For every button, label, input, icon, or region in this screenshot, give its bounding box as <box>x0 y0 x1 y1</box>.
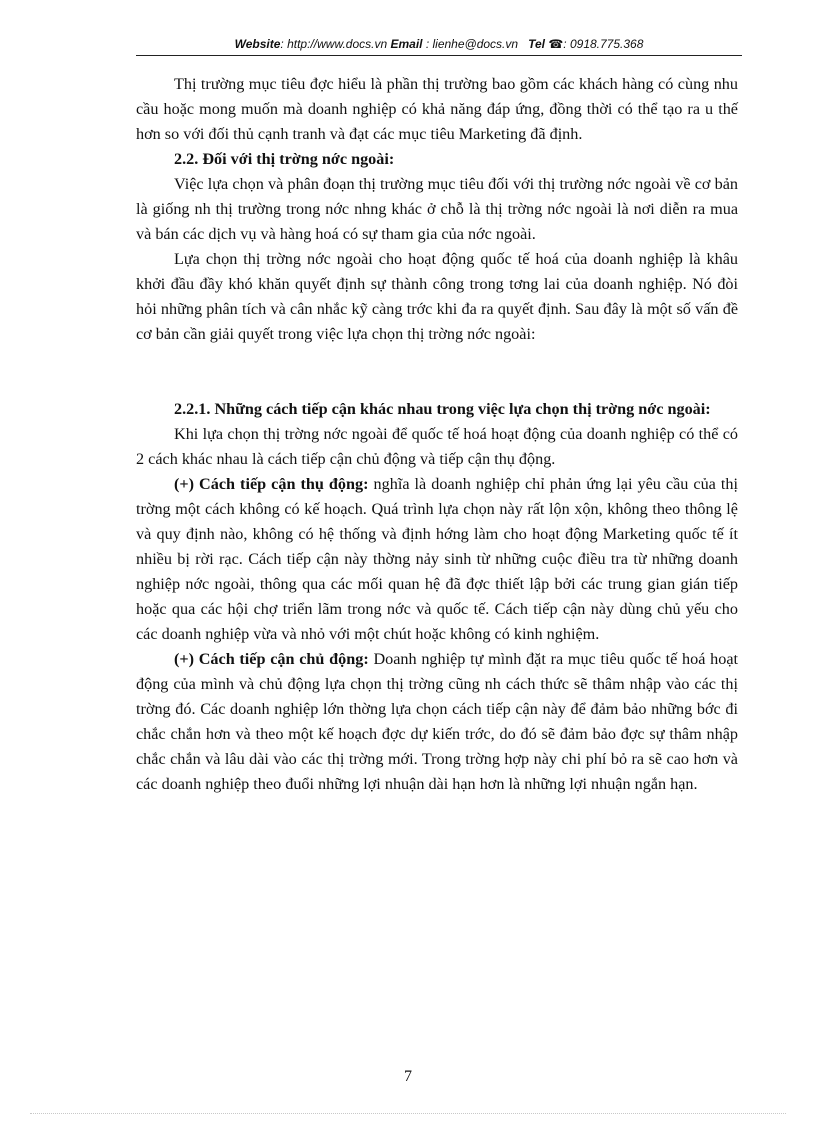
paragraph-two-approaches: Khi lựa chọn thị trờng nớc ngoài để quốc tế hoá hoạt động của doanh nghiệp có thể có 2 cách khác nhau là cách tiếp cận chủ động và tiếp cận thụ động. <box>136 425 738 468</box>
paragraph-foreign-market-selection: Việc lựa chọn và phân đoạn thị trường mục tiêu đối với thị trường nớc ngoài về cơ bản là giống nh thị trường trong nớc nhng khác ở chỗ là thị trờng nớc ngoài là nơi diễn ra mua và bán các dịch vụ và hàng hoá có sự tham gia của nớc ngoài. <box>136 175 738 243</box>
heading-2-2: 2.2. Đối với thị trờng nớc ngoài: <box>174 150 395 168</box>
page-header <box>136 37 742 51</box>
email-address[interactable]: : lienhe@docs.vn <box>422 37 519 51</box>
passive-approach-text: nghĩa là doanh nghiệp chỉ phản ứng lại yêu cầu của thị trờng một cách không có kế hoạch. Quá trình lựa chọn này rất lộn xộn, không theo thông lệ và quy định nào, không có hệ thống và định hớng làm cho hoạt động Marketing quốc tế ít nhiều bị rời rạc. Cách tiếp cận này thờng nảy sinh từ những cuộc điều tra từ những doanh nghiệp nớc ngoài, thông qua các mối quan hệ đã đợc thiết lập bởi các trung gian gián tiếp hoặc qua các hội chợ triển lãm trong nớc và quốc tế. Cách tiếp cận này dùng chủ yếu cho các doanh nghiệp vừa và nhỏ với một chút hoặc không có kinh nghiệm. <box>136 475 738 643</box>
footer-dotted-line <box>30 1113 786 1114</box>
passive-approach-lead: (+) Cách tiếp cận thụ động: <box>174 475 369 493</box>
header-divider <box>136 55 742 56</box>
telephone-icon: ☎ <box>548 37 564 51</box>
paragraph-active-approach <box>136 647 738 797</box>
paragraph-passive-approach <box>136 472 738 647</box>
tel-label: Tel <box>528 37 545 51</box>
document-body <box>136 72 738 797</box>
email-label: Email <box>390 37 423 51</box>
active-approach-lead: (+) Cách tiếp cận chủ động: <box>174 650 369 668</box>
page-number: 7 <box>404 1068 412 1085</box>
website-url[interactable]: : http://www.docs.vn <box>280 37 388 51</box>
tel-number: : 0918.775.368 <box>563 37 644 51</box>
active-approach-text: Doanh nghiệp tự mình đặt ra mục tiêu quốc tế hoá hoạt động của mình và chủ động lựa chọn thị trờng cũng nh cách thức sẽ thâm nhập vào các thị trờng đó. Các doanh nghiệp lớn thờng lựa chọn cách tiếp cận này để đảm bảo những bớc đi chắc chắn hơn và theo một kế hoạch đợc dự kiến trớc, do đó sẽ đảm bảo đợc sự thâm nhập chắc chắn và lâu dài vào các thị trờng mới. Trong trờng hợp này chi phí bỏ ra sẽ cao hơn và các doanh nghiệp theo đuổi những lợi nhuận dài hạn hơn là những lợi nhuận ngắn hạn. <box>136 650 738 793</box>
paragraph-internationalization: Lựa chọn thị trờng nớc ngoài cho hoạt động quốc tế hoá của doanh nghiệp là khâu khởi đầu đầy khó khăn quyết định sự thành công trong tơng lai của doanh nghiệp. Nó đòi hỏi những phân tích và cân nhắc kỹ càng trớc khi đa ra quyết định. Sau đây là một số vấn đề cơ bản cần giải quyết trong việc lựa chọn thị trờng nớc ngoài: <box>136 250 738 343</box>
heading-2-2-1: 2.2.1. Những cách tiếp cận khác nhau trong việc lựa chọn thị trờng nớc ngoài: <box>174 400 711 418</box>
website-label: Website <box>234 37 281 51</box>
paragraph-target-market: Thị trường mục tiêu đợc hiểu là phần thị trường bao gồm các khách hàng có cùng nhu cầu hoặc mong muốn mà doanh nghiệp có khả năng đáp ứng, đồng thời có thể tạo ra u thế hơn so với đối thủ cạnh tranh và đạt các mục tiêu Marketing đã định. <box>136 75 738 143</box>
blank-space <box>136 347 738 397</box>
